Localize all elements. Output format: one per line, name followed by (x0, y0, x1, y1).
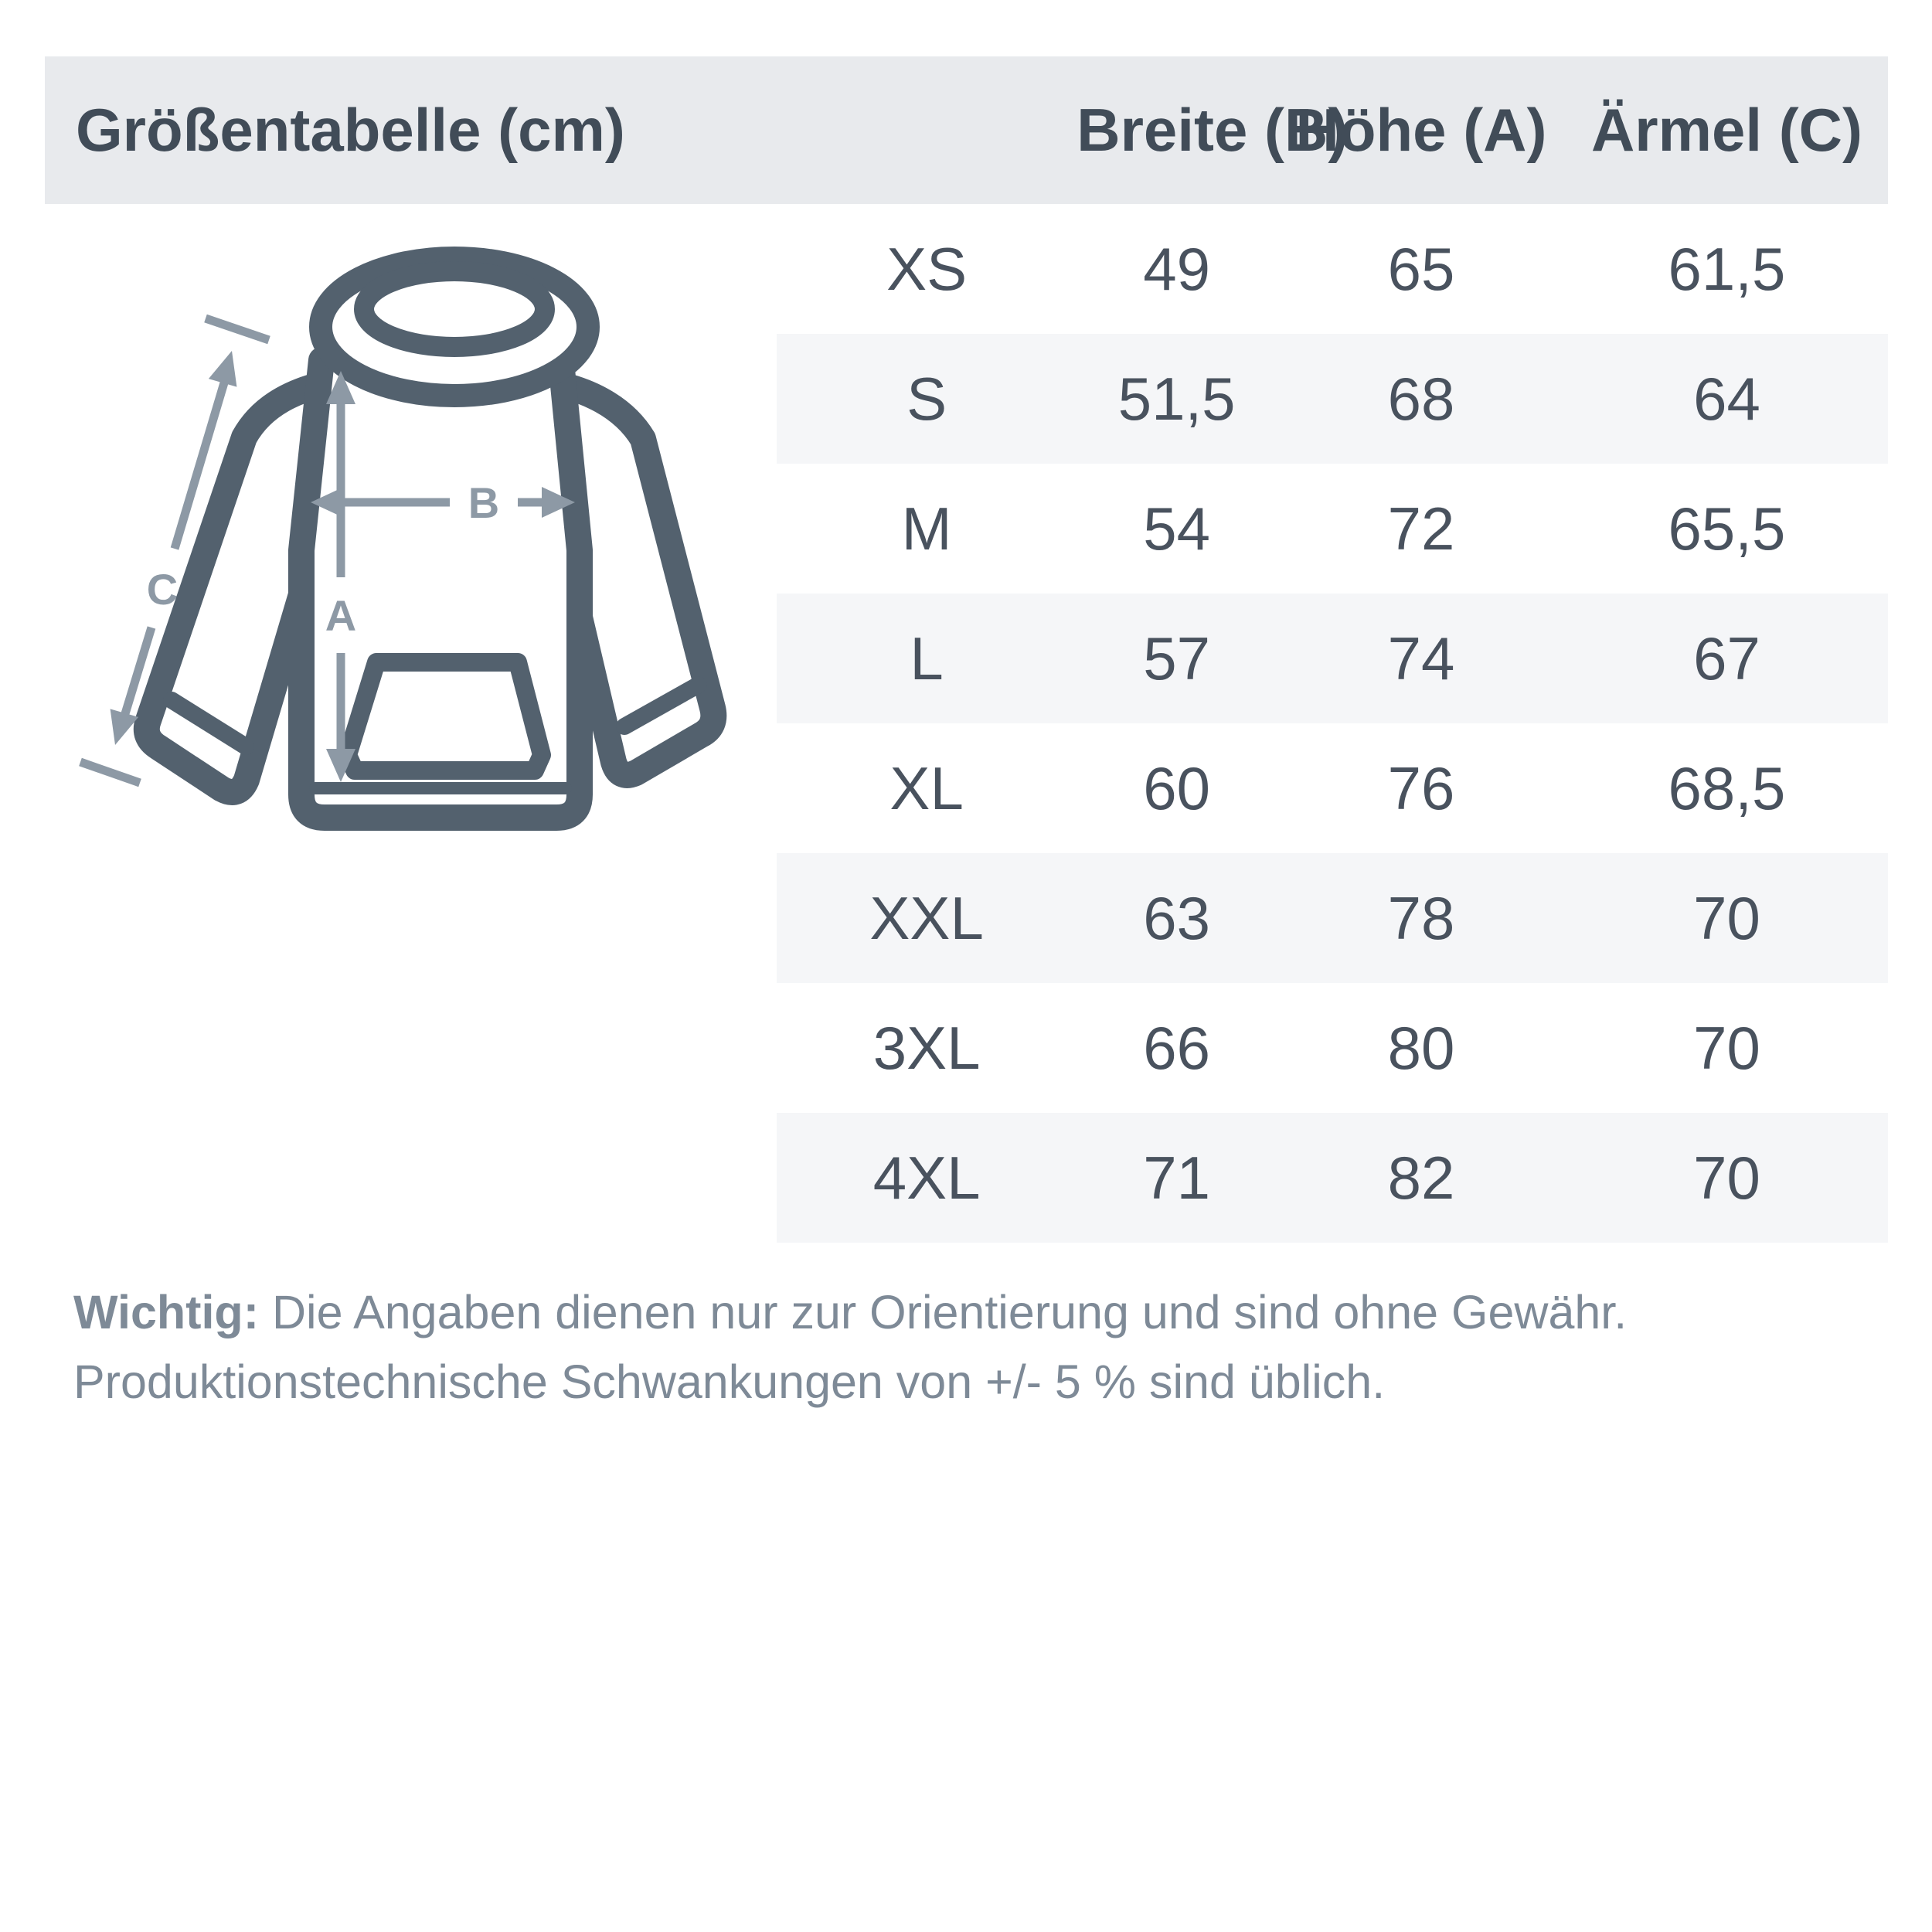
breite-value: 66 (1143, 1013, 1211, 1082)
size-label: M (901, 494, 952, 563)
aermel-value: 67 (1693, 624, 1760, 692)
footnote-bold: Wichtig: (73, 1286, 260, 1338)
table-row (777, 464, 1888, 594)
table-row (777, 334, 1888, 464)
breite-value: 54 (1143, 494, 1211, 563)
arrowhead-c-up (209, 347, 246, 387)
aermel-value: 70 (1693, 1143, 1760, 1212)
column-header-breite: Breite (B) (1077, 96, 1349, 164)
dimension-label-c: C (146, 565, 179, 614)
table-row (777, 204, 1888, 334)
breite-value: 63 (1143, 883, 1211, 952)
column-headers (777, 56, 1888, 204)
footnote-line-1 (73, 1277, 1897, 1347)
size-label: S (906, 364, 947, 433)
breite-value: 60 (1143, 753, 1211, 822)
breite-value: 49 (1143, 234, 1211, 303)
size-label: 3XL (872, 1013, 981, 1082)
table-row (777, 723, 1888, 853)
size-label: XL (889, 753, 964, 822)
dimension-c-tick-top (206, 318, 269, 340)
hoodie-illustration (46, 201, 788, 866)
hoehe-value: 74 (1387, 624, 1455, 692)
hoehe-value: 65 (1387, 234, 1455, 303)
table-row (777, 983, 1888, 1113)
hoehe-value: 78 (1387, 883, 1455, 952)
size-label: XS (886, 234, 968, 303)
aermel-value: 61,5 (1668, 234, 1786, 303)
hoehe-value: 80 (1387, 1013, 1455, 1082)
footnote (73, 1277, 1897, 1417)
size-label: XXL (869, 883, 984, 952)
aermel-value: 64 (1693, 364, 1760, 433)
table-row (777, 594, 1888, 723)
size-label: L (910, 624, 944, 692)
arrowhead-c-down (101, 709, 138, 749)
breite-value: 51,5 (1117, 364, 1236, 433)
hoehe-value: 72 (1387, 494, 1455, 563)
hoodie-pocket (348, 662, 542, 770)
size-chart-header-bar (45, 56, 1888, 204)
aermel-value: 70 (1693, 1013, 1760, 1082)
dimension-label-a: A (325, 591, 357, 640)
breite-value: 57 (1143, 624, 1211, 692)
aermel-value: 68,5 (1668, 753, 1786, 822)
hoehe-value: 68 (1387, 364, 1455, 433)
footnote-line-1-text: Die Angaben dienen nur zur Orientierung und sind ohne Gewähr. (259, 1286, 1628, 1338)
footnote-line-2: Produktionstechnische Schwankungen von +/- 5 % sind üblich. (73, 1355, 1386, 1408)
table-row (777, 853, 1888, 983)
page-title: Größentabelle (cm) (76, 96, 625, 164)
hoodie-measurement-diagram (46, 201, 788, 866)
dimension-label-b: B (468, 478, 500, 527)
size-table (777, 204, 1888, 1243)
aermel-value: 65,5 (1668, 494, 1786, 563)
hoehe-value: 76 (1387, 753, 1455, 822)
table-row (777, 1113, 1888, 1243)
column-header-aermel: Ärmel (C) (1590, 96, 1862, 164)
dimension-c-tick-bottom (80, 762, 140, 783)
aermel-value: 70 (1693, 883, 1760, 952)
size-label: 4XL (872, 1143, 981, 1212)
hoehe-value: 82 (1387, 1143, 1455, 1212)
column-header-hoehe: Höhe (A) (1295, 96, 1547, 164)
breite-value: 71 (1143, 1143, 1211, 1212)
